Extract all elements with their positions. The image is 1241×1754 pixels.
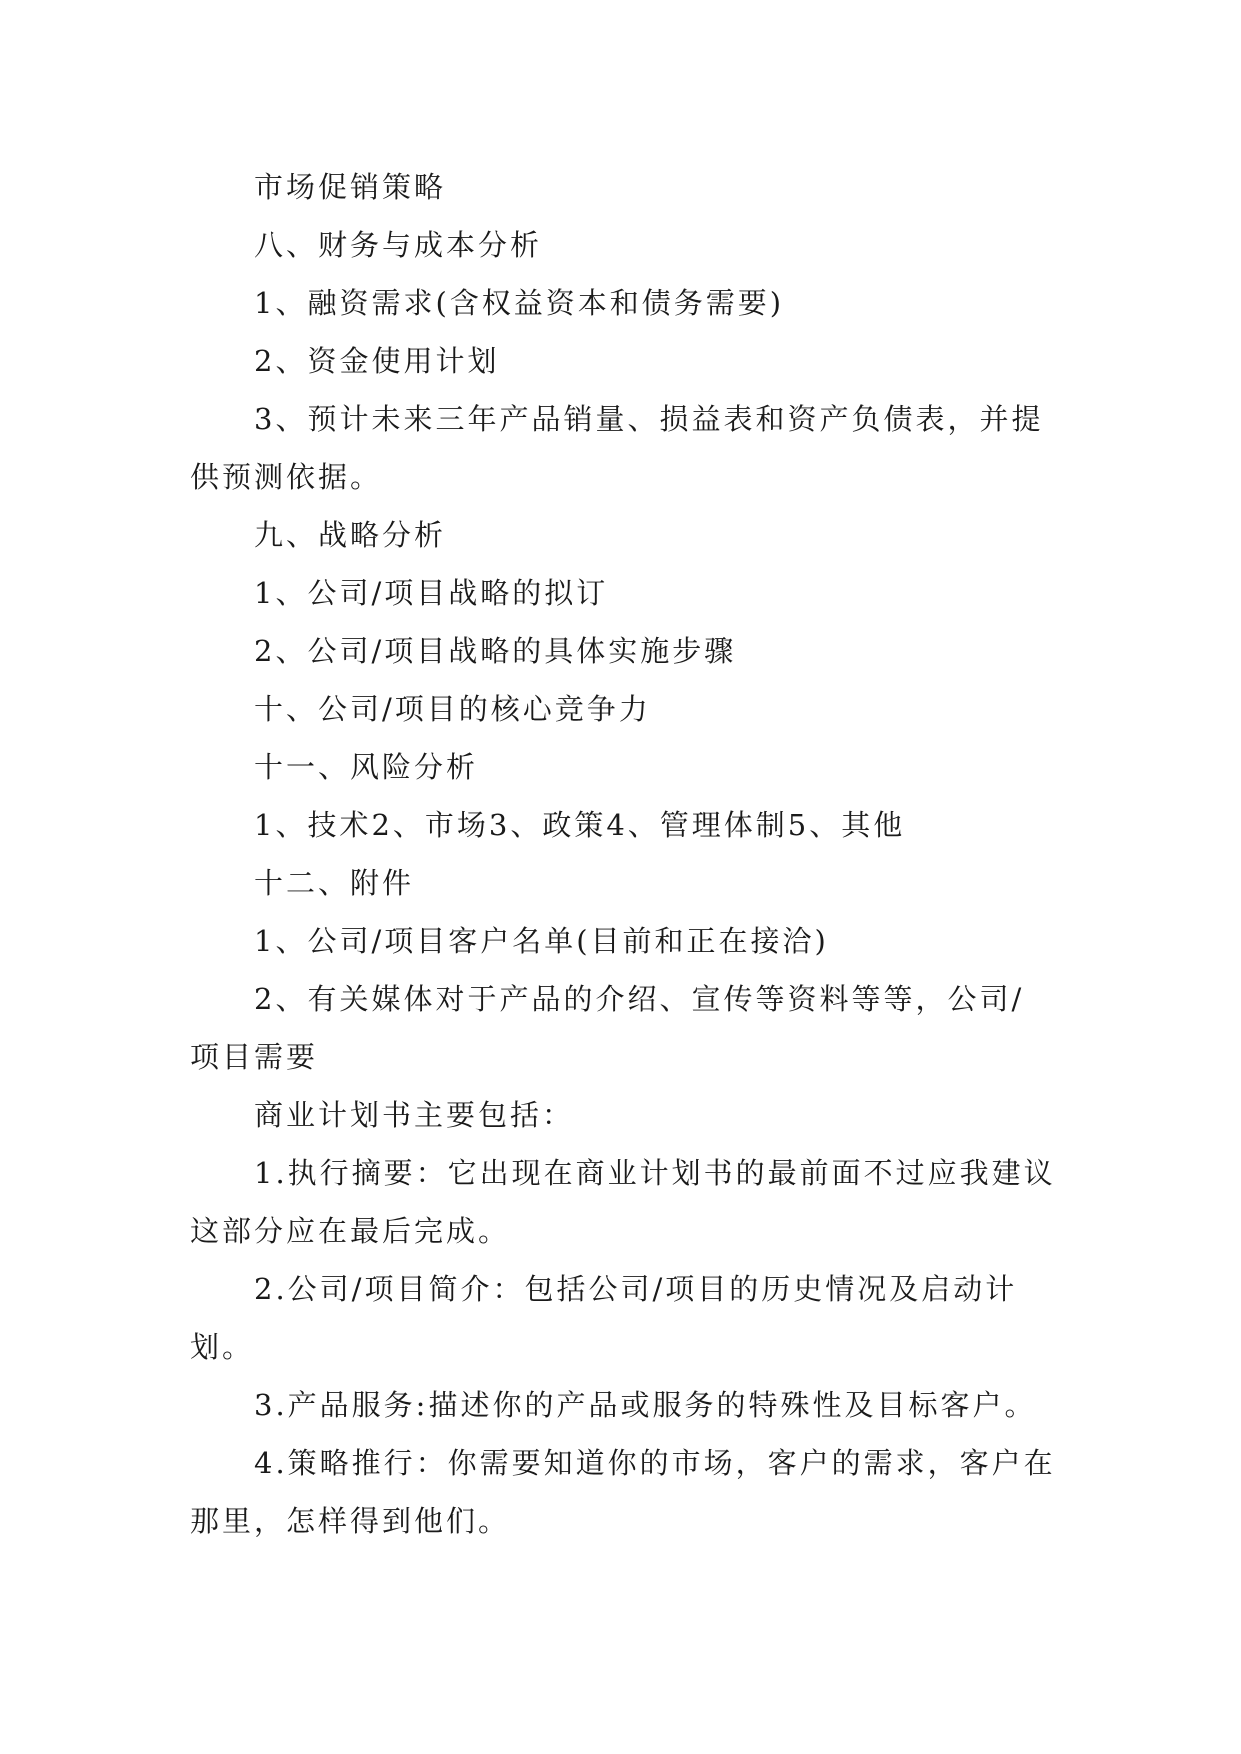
list-item-strategy-formulation: 1、公司/项目战略的拟订 <box>254 576 609 610</box>
list-item-financing-needs: 1、融资需求(含权益资本和债务需要) <box>254 286 785 320</box>
heading-strategy-analysis: 九、战略分析 <box>254 518 447 552</box>
list-item-forecast: 3、预计未来三年产品销量、损益表和资产负债表，并提供预测依据。 <box>190 402 1044 494</box>
list-item-product-service: 3.产品服务:描述你的产品或服务的特殊性及目标客户。 <box>254 1388 1037 1422</box>
heading-risk-analysis: 十一、风险分析 <box>254 750 479 784</box>
heading-core-competence: 十、公司/项目的核心竞争力 <box>254 692 651 726</box>
list-item-fund-usage: 2、资金使用计划 <box>254 344 500 378</box>
paragraph-promotion-strategy: 市场促销策略 <box>254 170 447 204</box>
paragraph-plan-includes: 商业计划书主要包括： <box>254 1098 575 1132</box>
document-body <box>190 158 1056 1550</box>
list-item-risk-types: 1、技术2、市场3、政策4、管理体制5、其他 <box>254 808 906 842</box>
heading-finance-cost: 八、财务与成本分析 <box>254 228 543 262</box>
list-item-strategy-steps: 2、公司/项目战略的具体实施步骤 <box>254 634 737 668</box>
list-item-executive-summary: 1.执行摘要：它出现在商业计划书的最前面不过应我建议这部分应在最后完成。 <box>190 1156 1056 1248</box>
list-item-company-intro: 2.公司/项目简介：包括公司/项目的历史情况及启动计划。 <box>190 1272 1018 1364</box>
list-item-customer-list: 1、公司/项目客户名单(目前和正在接洽) <box>254 924 829 958</box>
list-item-strategy-promotion: 4.策略推行：你需要知道你的市场，客户的需求，客户在那里，怎样得到他们。 <box>190 1446 1056 1538</box>
heading-attachments: 十二、附件 <box>254 866 415 900</box>
list-item-media-materials: 2、有关媒体对于产品的介绍、宣传等资料等等，公司/项目需要 <box>190 982 1025 1074</box>
